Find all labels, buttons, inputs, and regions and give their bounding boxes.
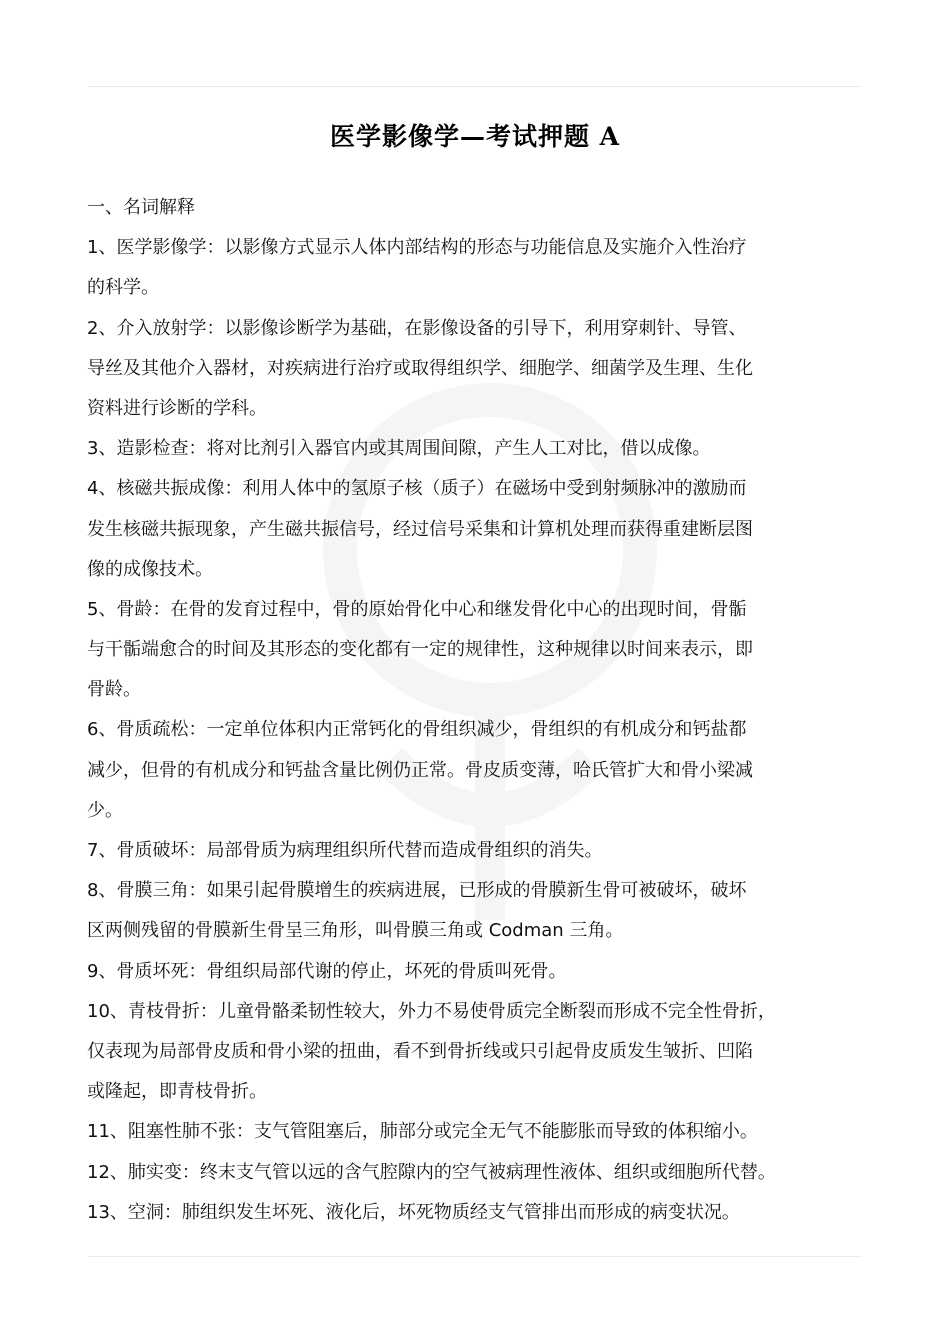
term-5 <box>87 590 887 711</box>
term-1 <box>87 228 887 308</box>
term-line: 少。 <box>87 799 123 821</box>
term-8 <box>87 871 887 951</box>
document-body <box>87 188 887 1233</box>
term-line: 仅表现为局部骨皮质和骨小梁的扭曲，看不到骨折线或只引起骨皮质发生皱折、凹陷 <box>87 1040 753 1062</box>
term-6 <box>87 710 887 831</box>
term-line: 13、空洞：肺组织发生坏死、液化后，坏死物质经支气管排出而形成的病变状况。 <box>87 1201 740 1223</box>
term-line: 11、阻塞性肺不张：支气管阻塞后，肺部分或完全无气不能膨胀而导致的体积缩小。 <box>87 1121 758 1143</box>
term-line: 区两侧残留的骨膜新生骨呈三角形，叫骨膜三角或 Codman 三角。 <box>87 920 624 942</box>
page-top-rule <box>88 86 862 87</box>
term-line: 减少，但骨的有机成分和钙盐含量比例仍正常。骨皮质变薄，哈氏管扩大和骨小梁减 <box>87 759 753 781</box>
term-line: 8、骨膜三角：如果引起骨膜增生的疾病进展，已形成的骨膜新生骨可被破坏，破坏 <box>87 880 747 902</box>
term-7 <box>87 831 887 871</box>
term-line: 10、青枝骨折：儿童骨骼柔韧性较大，外力不易使骨质完全断裂而形成不完全性骨折， <box>87 1000 776 1022</box>
term-3 <box>87 429 887 469</box>
term-line: 9、骨质坏死：骨组织局部代谢的停止，坏死的骨质叫死骨。 <box>87 960 567 982</box>
term-10 <box>87 992 887 1113</box>
term-11 <box>87 1112 887 1152</box>
term-4 <box>87 469 887 590</box>
term-13 <box>87 1193 887 1233</box>
term-line: 或隆起，即青枝骨折。 <box>87 1081 267 1103</box>
page-bottom-rule <box>88 1256 862 1257</box>
document-title: 医学影像学—考试押题 A <box>329 122 621 151</box>
term-2 <box>87 309 887 430</box>
term-line: 5、骨龄：在骨的发育过程中，骨的原始骨化中心和继发骨化中心的出现时间，骨骺 <box>87 598 747 620</box>
term-line: 的科学。 <box>87 277 159 299</box>
term-line: 12、肺实变：终末支气管以远的含气腔隙内的空气被病理性液体、组织或细胞所代替。 <box>87 1161 776 1183</box>
term-line: 导丝及其他介入器材，对疾病进行治疗或取得组织学、细胞学、细菌学及生理、生化 <box>87 357 753 379</box>
term-line: 像的成像技术。 <box>87 558 213 580</box>
term-line: 资料进行诊断的学科。 <box>87 397 267 419</box>
term-line: 3、造影检查：将对比剂引入器官内或其周围间隙，产生人工对比，借以成像。 <box>87 438 711 460</box>
term-line: 骨龄。 <box>87 679 141 701</box>
term-line: 2、介入放射学：以影像诊断学为基础，在影像设备的引导下，利用穿刺针、导管、 <box>87 317 747 339</box>
section-heading: 一、名词解释 <box>87 197 195 218</box>
term-line: 6、骨质疏松：一定单位体积内正常钙化的骨组织减少，骨组织的有机成分和钙盐都 <box>87 719 747 741</box>
term-12 <box>87 1153 887 1193</box>
term-9 <box>87 952 887 992</box>
term-line: 与干骺端愈合的时间及其形态的变化都有一定的规律性，这种规律以时间来表示，即 <box>87 639 753 661</box>
term-line: 4、核磁共振成像：利用人体中的氢原子核（质子）在磁场中受到射频脉冲的激励而 <box>87 478 747 500</box>
term-line: 7、骨质破坏：局部骨质为病理组织所代替而造成骨组织的消失。 <box>87 840 603 862</box>
term-line: 1、医学影像学：以影像方式显示人体内部结构的形态与功能信息及实施介入性治疗 <box>87 237 747 259</box>
term-line: 发生核磁共振现象，产生磁共振信号，经过信号采集和计算机处理而获得重建断层图 <box>87 518 753 540</box>
